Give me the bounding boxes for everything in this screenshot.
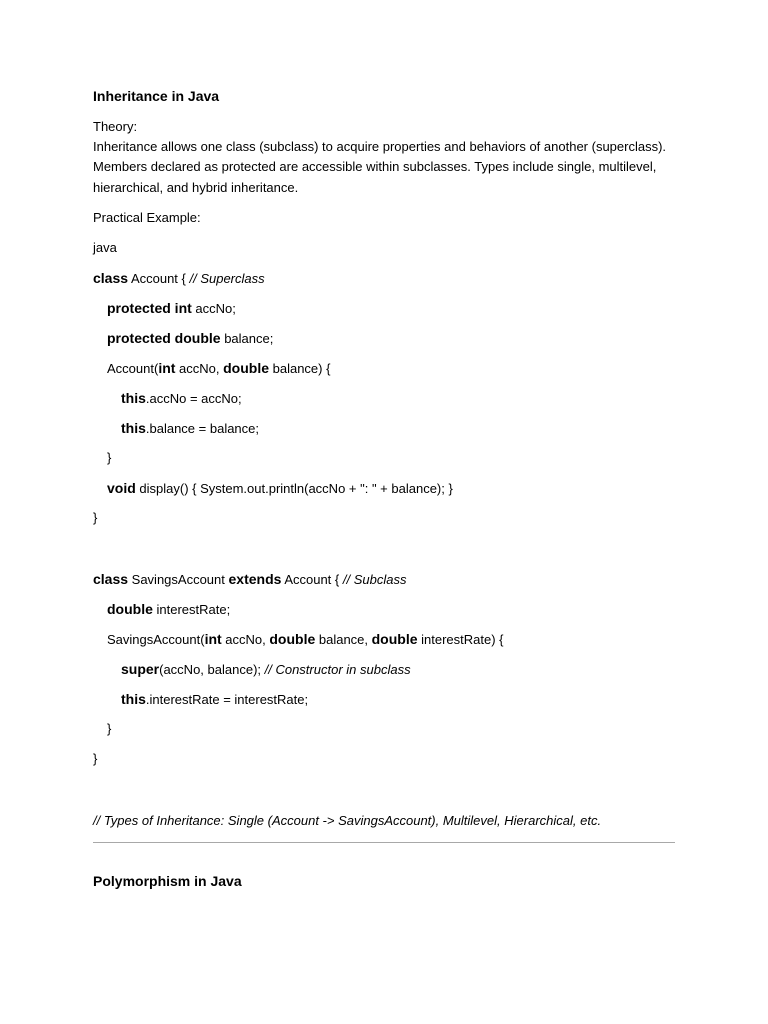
theory-label: Theory: xyxy=(93,119,138,134)
code-line xyxy=(107,629,504,649)
theory-paragraph: Inheritance allows one class (subclass) to acquire properties and behaviors of another (superclass). Members declared as protected are accessible within subclasses. Types include single, multilevel, hierarchical, and hybrid inheritance. xyxy=(93,139,667,195)
code-keyword: this xyxy=(121,691,146,707)
code-comment: // Subclass xyxy=(342,572,407,587)
code-line xyxy=(121,659,411,679)
code-text: SavingsAccount xyxy=(128,572,229,587)
code-keyword: void xyxy=(107,480,136,496)
code-text: .interestRate = interestRate; xyxy=(145,692,309,707)
code-text: Account( xyxy=(107,361,159,376)
code-text: .accNo = accNo; xyxy=(145,391,242,406)
code-line xyxy=(93,749,97,769)
code-text: } xyxy=(93,751,98,766)
code-line xyxy=(121,418,259,438)
code-keyword: protected xyxy=(107,330,171,346)
code-text: Account { xyxy=(281,572,343,587)
code-line xyxy=(107,358,330,378)
code-text: accNo; xyxy=(191,301,236,316)
code-keyword: double xyxy=(170,330,221,346)
code-text: } xyxy=(107,721,112,736)
code-line xyxy=(107,599,230,619)
section-title-inheritance: Inheritance in Java xyxy=(93,88,220,104)
code-language-label: java xyxy=(93,240,117,255)
practical-example-label: Practical Example: xyxy=(93,210,201,225)
code-line xyxy=(93,268,265,288)
code-keyword: class xyxy=(93,270,129,286)
inheritance-types-comment: // Types of Inheritance: Single (Account -> SavingsAccount), Multilevel, Hierarchical, etc. xyxy=(93,813,602,828)
code-keyword: super xyxy=(121,661,160,677)
code-line xyxy=(93,508,97,528)
code-keyword: double xyxy=(371,631,418,647)
code-keyword: int xyxy=(158,360,176,376)
code-line xyxy=(107,298,236,318)
code-keyword: double xyxy=(107,601,153,617)
code-text: display() { System.out.println(accNo + ": " + balance); } xyxy=(135,481,453,496)
code-keyword: protected xyxy=(107,300,171,316)
code-text: balance) { xyxy=(269,361,331,376)
code-comment: // Superclass xyxy=(189,271,265,286)
code-line xyxy=(107,328,273,348)
section-title-polymorphism: Polymorphism in Java xyxy=(93,873,242,889)
code-keyword: extends xyxy=(228,571,282,587)
code-line xyxy=(107,478,453,498)
code-text: (accNo, balance); xyxy=(159,662,265,677)
code-keyword: this xyxy=(121,420,146,436)
code-text: interestRate) { xyxy=(417,632,504,647)
code-text: } xyxy=(107,450,112,465)
code-text: SavingsAccount( xyxy=(107,632,205,647)
code-keyword: int xyxy=(170,300,192,316)
code-text: .balance = balance; xyxy=(145,421,260,436)
code-keyword: int xyxy=(204,631,222,647)
code-keyword: class xyxy=(93,571,129,587)
section-divider xyxy=(93,842,675,843)
code-text: Account { xyxy=(128,271,190,286)
code-line xyxy=(107,719,111,739)
code-text: balance, xyxy=(315,632,372,647)
code-keyword: double xyxy=(269,631,316,647)
code-text: accNo, xyxy=(175,361,224,376)
code-text: balance; xyxy=(220,331,274,346)
code-text: accNo, xyxy=(221,632,270,647)
code-comment: // Constructor in subclass xyxy=(264,662,411,677)
code-line xyxy=(93,569,406,589)
code-text: } xyxy=(93,510,98,525)
code-text: interestRate; xyxy=(152,602,231,617)
code-line xyxy=(121,388,242,408)
code-keyword: double xyxy=(223,360,269,376)
code-keyword: this xyxy=(121,390,146,406)
code-line xyxy=(107,448,111,468)
code-line xyxy=(121,689,308,709)
